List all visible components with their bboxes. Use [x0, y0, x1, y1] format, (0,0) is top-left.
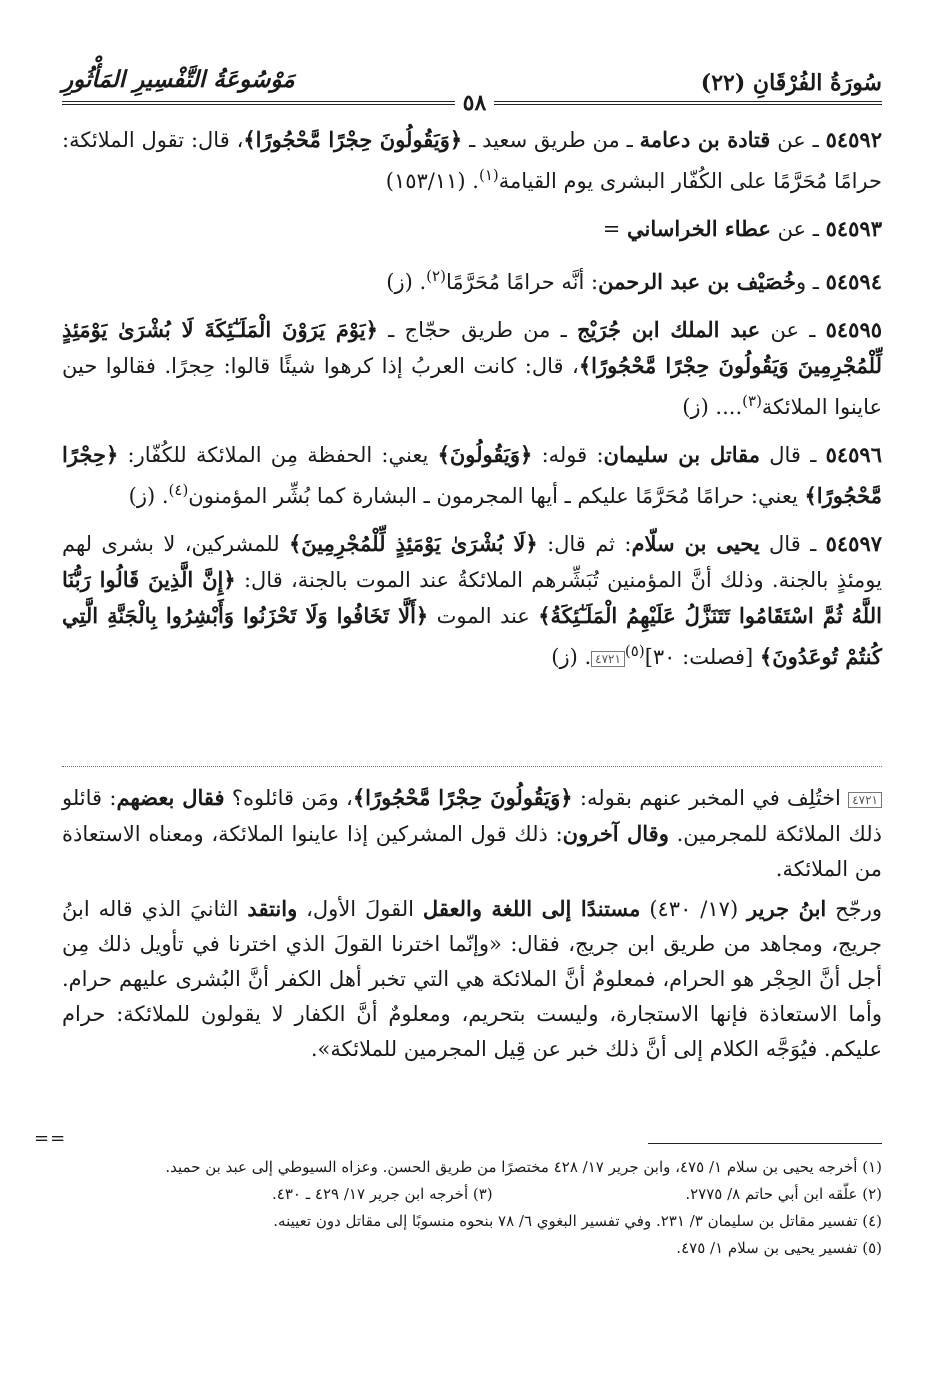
text: ـ و — [795, 270, 826, 294]
quran-quote: ﴿يَوْمَ يَرَوْنَ الْمَلَـٰٓئِكَةَ لَا بُشْرَىٰ يَوْمَئِذٍ لِّلْمُجْرِمِينَ وَيَقُولُونَ حِجْرًا مَّحْجُورًا﴾ — [62, 317, 882, 378]
footnote-separator — [648, 1143, 882, 1144]
bold-phrase: وانتقد — [247, 896, 298, 921]
surah-reference: [فصلت: ٣٠] — [644, 645, 760, 669]
commentary-paragraph — [62, 891, 882, 1067]
text: .... (ز) — [682, 395, 743, 419]
footnotes — [62, 1154, 882, 1262]
text: . (ز) — [551, 645, 592, 669]
text: = — [602, 217, 627, 241]
quran-quote: ﴿وَيَقُولُونَ حِجْرًا مَّحْجُورًا﴾ — [243, 127, 463, 152]
text: ـ قال — [760, 443, 826, 467]
narrator-name: عبد الملك ابن جُرَيْج — [577, 317, 761, 342]
text: ، ومَن قائلوه؟ — [224, 786, 353, 810]
entry-number: ٥٤٥٩٧ — [825, 531, 883, 556]
text: للمشركين، لا بشرى لهم يومئذٍ بالجنة. وذلك أنَّ المؤمنين تُبَشِّرهم الملائكةُ عند الموت بالجنة، قال: — [62, 532, 882, 592]
text: يعني: الحفظة مِن الملائكة للكُفّار: — [118, 443, 438, 467]
text: ، قال: كانت العربُ إذا كرهوا شيئًا قالوا: حِجرًا. فقالوا حين عاينوا الملائكة — [62, 354, 882, 419]
bold-phrase: فقال بعضهم — [116, 785, 225, 810]
page-number-box — [0, 90, 949, 116]
book-title: مَوْسُوعَةُ التَّفْسِيرِ المَأْثُورِ — [62, 66, 295, 93]
bold-phrase: وقال آخرون — [562, 821, 669, 846]
text: . (ز) — [386, 270, 427, 294]
text: (١٧/ ٤٣٠) — [640, 897, 748, 921]
text: ـ قال — [759, 532, 826, 556]
narrator-name: عطاء الخراساني — [626, 216, 771, 241]
entry-54596 — [62, 437, 882, 514]
text: : قوله: — [532, 443, 604, 467]
entry-54595 — [62, 312, 882, 425]
quran-quote: ﴿أَلَّا تَخَافُوا وَلَا تَحْزَنُوا وَأَبْشِرُوا بِالْجَنَّةِ الَّتِي كُنتُمْ تُوعَدُونَ﴾ — [62, 603, 882, 669]
text: ـ من طريق حجّاج ـ — [377, 318, 578, 342]
footnote-ref[interactable]: (٤) — [168, 481, 189, 499]
continuation-mark: == — [34, 1128, 67, 1149]
text: ـ عن — [760, 318, 826, 342]
main-text — [62, 122, 882, 687]
sura-title: سُورَةُ الفُرْقَانِ (٢٢) — [700, 70, 882, 96]
entry-number: ٥٤٥٩٤ — [825, 269, 882, 294]
entry-54593 — [62, 211, 882, 247]
commentary-paragraph — [62, 780, 882, 887]
footnote-ref[interactable]: (٥) — [624, 642, 645, 660]
commentary-tag[interactable]: ٤٧٢١ — [591, 651, 625, 667]
text: عند الموت — [428, 604, 539, 628]
footnote-row — [62, 1181, 882, 1208]
entry-54597 — [62, 526, 882, 675]
footnote-ref[interactable]: (١) — [478, 166, 499, 184]
entry-54592 — [62, 122, 882, 199]
bold-phrase: مستندًا إلى اللغة والعقل — [422, 896, 641, 921]
entry-number: ٥٤٥٩٣ — [825, 216, 882, 241]
quran-quote: ﴿وَيَقُولُونَ حِجْرًا مَّحْجُورًا﴾ — [352, 785, 573, 810]
footnote-1: (١) أخرجه يحيى بن سلام ١/ ٤٧٥، وابن جرير ١٧/ ٤٢٨ مختصرًا من طريق الحسن. وعزاه السيوطي إلى عبد بن حميد. — [165, 1158, 882, 1176]
text: . (ز) — [128, 484, 169, 508]
entry-number: ٥٤٥٩٥ — [825, 317, 883, 342]
footnote-ref[interactable]: (٢) — [426, 267, 446, 285]
text: يعني: حرامًا مُحَرَّمًا عليكم ـ أيها المجرمون ـ البشارة كما بُشِّر المؤمنون — [188, 484, 805, 508]
quran-quote: ﴿إِنَّ الَّذِينَ قَالُوا رَبُّنَا اللَّهُ ثُمَّ اسْتَقَامُوا تَتَنَزَّلُ عَلَيْهِمُ الْمَلَـٰٓئِكَةُ﴾ — [62, 567, 882, 628]
quran-quote: ﴿وَيَقُولُونَ﴾ — [437, 442, 533, 467]
footnote-2: (٢) علّقه ابن أبي حاتم ٨/ ٢٧٧٥. — [685, 1185, 882, 1203]
footnote-ref[interactable]: (٣) — [742, 392, 762, 410]
text: : ذلك قول المشركين إذا عاينوا الملائكة، ومعناه الاستعاذة من الملائكة. — [62, 822, 882, 881]
text: ، قال: تقول الملائكة: حرامًا مُحَرَّمًا على الكُفّار البشرى يوم القيامة — [62, 128, 882, 193]
quran-quote: ﴿حِجْرًا مَّحْجُورًا﴾ — [62, 442, 882, 508]
text: : قائلو ذلك الملائكة للمجرمين. — [62, 786, 883, 846]
footnote-3: (٣) أخرجه ابن جرير ١٧/ ٤٢٩ ـ ٤٣٠. — [272, 1185, 493, 1203]
quran-quote: ﴿لَا بُشْرَىٰ يَوْمَئِذٍ لِّلْمُجْرِمِينَ﴾ — [289, 531, 538, 556]
text: : أنَّه حرامًا مُحَرَّمًا — [445, 270, 599, 294]
entry-number: ٥٤٥٩٢ — [825, 127, 882, 152]
commentary-separator — [62, 766, 882, 767]
entry-number: ٥٤٥٩٦ — [825, 442, 882, 467]
commentary-tag: ٤٧٢١ — [848, 792, 882, 808]
footnote-4: (٤) تفسير مقاتل بن سليمان ٣/ ٢٣١. وفي تفسير البغوي ٦/ ٧٨ بنحوه منسوبًا إلى مقاتل دون تعيينه. — [273, 1212, 882, 1230]
text: . (١٥٣/١١) — [385, 169, 479, 193]
text: : ثم قال: — [537, 532, 632, 556]
commentary-block — [62, 780, 882, 1071]
entry-54594 — [62, 259, 882, 300]
bold-phrase: ابنُ جرير — [747, 896, 827, 921]
text: اختُلِف في المخبر عنهم بقوله: — [572, 786, 849, 810]
narrator-name: قتادة بن دعامة — [639, 127, 771, 152]
text: القولَ الأول، — [297, 897, 423, 921]
footnote-5: (٥) تفسير يحيى بن سلام ١/ ٤٧٥. — [676, 1239, 882, 1257]
text: ـ عن — [770, 217, 826, 241]
narrator-name: مقاتل بن سليمان — [603, 442, 760, 467]
text: ورجّح — [826, 897, 882, 921]
page-number: ٥٨ — [455, 90, 495, 116]
text: ـ من طريق سعيد ـ — [462, 128, 640, 152]
narrator-name: يحيى بن سلّام — [631, 531, 760, 556]
narrator-name: خُصَيْف بن عبد الرحمن — [598, 269, 796, 294]
text: ـ عن — [770, 128, 826, 152]
text: الثانيَ الذي قاله ابنُ جريج، ومجاهد من طريق ابن جريج، فقال: «وإنّما اخترنا القولَ الذي اخترنا في تأويل ذلك مِن أجل أنَّ الحِجْر هو الحرام، فمعلومٌ أنَّ الملائكة هي التي تخبر أهل الكفر أنَّ البُشرى عليهم حرام. وأما الاستعاذة فإنها الاستجارة، وليست بتحريم، ومعلومٌ أنَّ الكفار لا يقولون للملائكة: حرام عليكم. فيُوَجَّه الكلام إلى أنَّ ذلك خبر عن قِيل المجرمين للملائكة». — [62, 897, 882, 1061]
